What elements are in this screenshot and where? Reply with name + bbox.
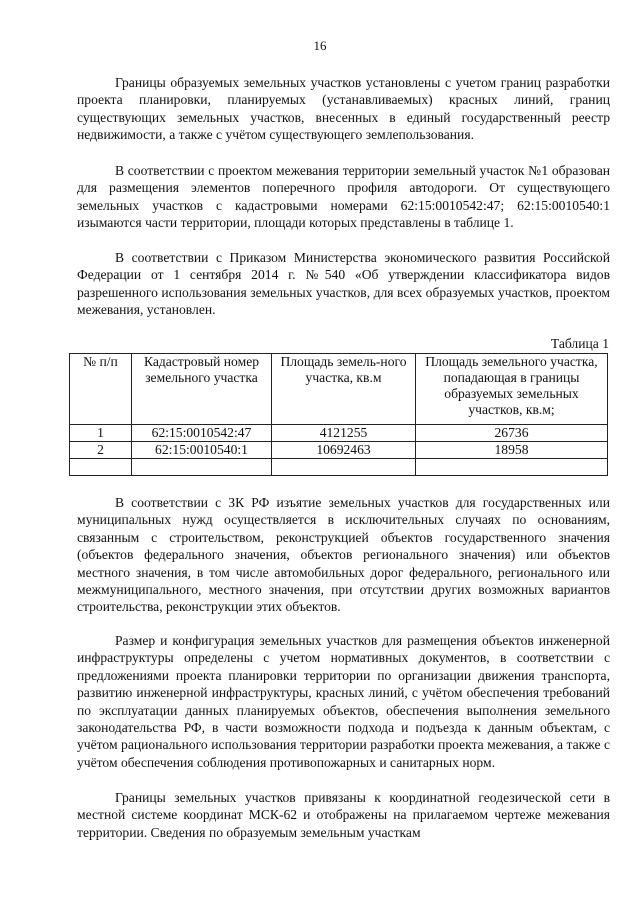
- table-header-row: [70, 354, 608, 425]
- cell-cadastral-number: 62:15:0010542:47: [132, 425, 272, 442]
- cell-cadastral-number: [132, 459, 272, 476]
- paragraph-boundaries: Границы образуемых земельных участков установлены с учетом границ разработки проекта планировки, планируемых (устанавливаемых) красных линий, границ существующих земельных участков, внесенных в единый государственный реестр недвижимости, а также с учётом существующего землепользования.: [77, 75, 610, 143]
- cell-plot-area: [272, 459, 416, 476]
- cell-area-within-boundaries: 18958: [416, 442, 608, 459]
- table-row: [70, 442, 608, 459]
- land-plots-table: [69, 353, 608, 476]
- paragraph-plot-1: В соответствии с проектом межевания территории земельный участок №1 образован для размещения элементов поперечного профиля автодороги. От существующего земельных участков с кадастровыми номерами 62:15:0010542:47; 62:15:0010540:1 изымаются части территории, площади которых представлены в таблице 1.: [77, 163, 610, 231]
- cell-cadastral-number: 62:15:0010540:1: [132, 442, 272, 459]
- header-plot-area: Площадь земель-ного участка, кв.м: [272, 354, 416, 425]
- table-caption: Таблица 1: [550, 336, 609, 351]
- cell-area-within-boundaries: [416, 459, 608, 476]
- header-area-within-boundaries: Площадь земельного участка, попадающая в границы образуемых земельных участков, кв.м;: [416, 354, 608, 425]
- table-row: [70, 425, 608, 442]
- paragraph-land-code: В соответствии с ЗК РФ изъятие земельных участков для государственных или муниципальных нужд осуществляется в исключительных случаях по основаниям, связанным с строительством, реконструкцией объектов государственного значения (объектов федерального значения, объектов регионального значения) или объектов местного значения, в том числе автомобильных дорог федерального, регионального или межмуниципального, местного значения, при отсутствии других возможных вариантов строительства, реконструкции этих объектов.: [77, 495, 610, 615]
- table-row-empty: [70, 459, 608, 476]
- paragraph-order-540: В соответствии с Приказом Министерства экономического развития Российской Федерации от 1 сентября 2014 г. №540 «Об утверждении классификатора видов разрешенного использования земельных участков, для всех образуемых участков, проектом межевания, установлен.: [77, 250, 610, 318]
- cell-number: [70, 459, 132, 476]
- header-number: № п/п: [70, 354, 132, 425]
- page-number: 16: [313, 38, 327, 53]
- cell-number: 1: [70, 425, 132, 442]
- paragraph-coordinate-binding: Границы земельных участков привязаны к координатной геодезической сети в местной системе координат МСК-62 и отображены на прилагаемом чертеже межевания территории. Сведения по образуемым земельным участкам: [77, 790, 610, 840]
- header-cadastral-number: Кадастровый номер земельного участка: [132, 354, 272, 425]
- paragraph-size-configuration: Размер и конфигурация земельных участков для размещения объектов инженерной инфраструктуры определены с учетом нормативных документов, в соответствии с предложениями проекта планировки территории по организации движения транспорта, развитию инженерной инфраструктуры, красных линий, с учётом обеспечения требований по эксплуатации данных планируемых объектов, обеспечения выполнения земельного законодательства РФ, в части возможности подхода и подъезда к данным объектам, с учётом рационального использования территории разработки проекта межевания, а также с учётом обеспечения соблюдения противопожарных и санитарных норм.: [77, 633, 610, 770]
- cell-area-within-boundaries: 26736: [416, 425, 608, 442]
- cell-plot-area: 4121255: [272, 425, 416, 442]
- cell-plot-area: 10692463: [272, 442, 416, 459]
- cell-number: 2: [70, 442, 132, 459]
